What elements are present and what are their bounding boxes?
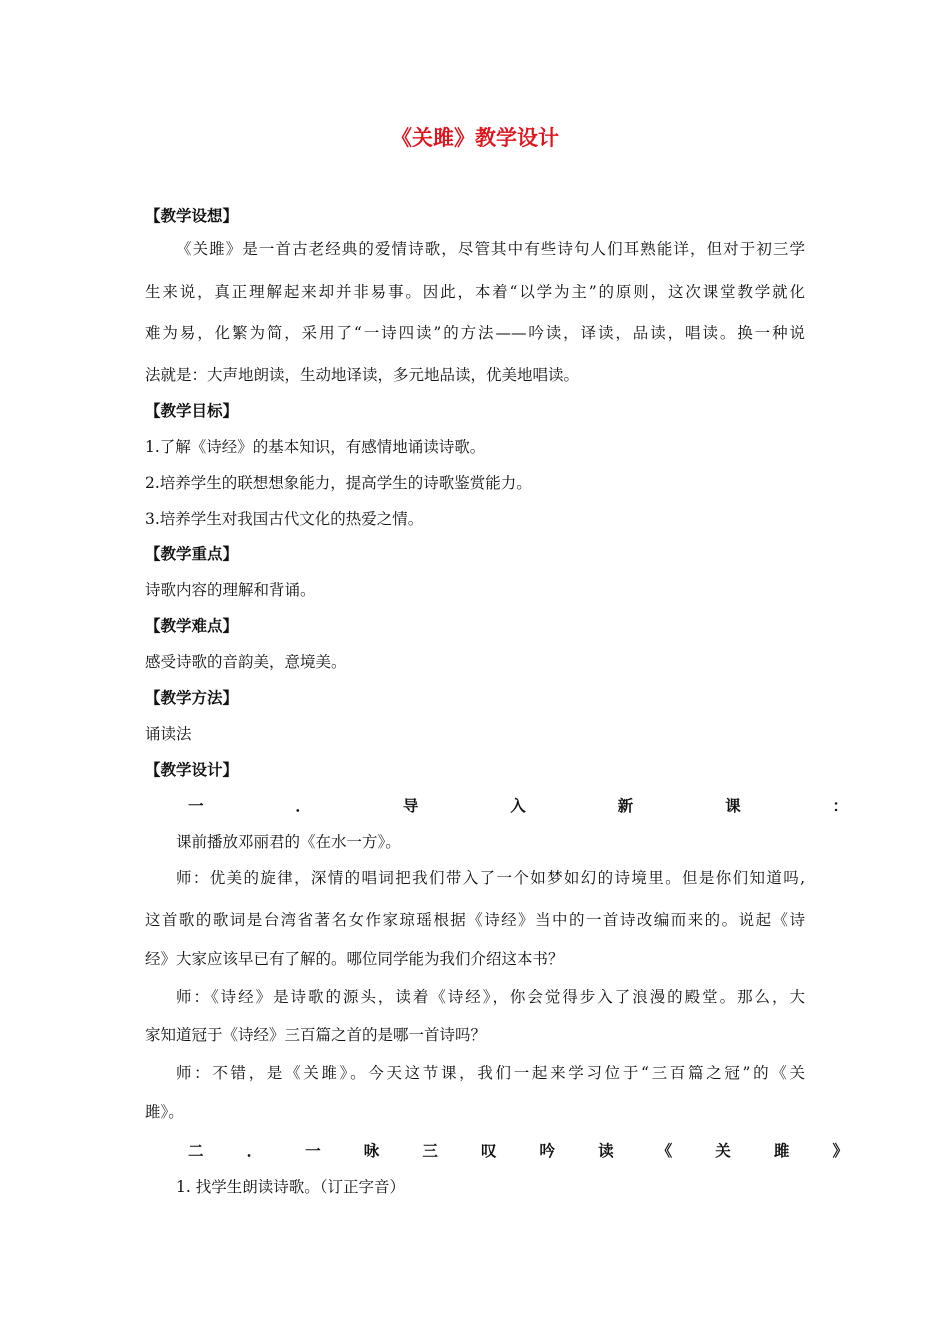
key-points-text: 诗歌内容的理解和背诵。 [145,581,316,599]
document-title: 《关雎》教学设计 [391,125,559,150]
paragraph-line: 难为易，化繁为简，采用了“一诗四读”的方法——吟读，译读，品读，唱读。换一种说 [145,324,805,342]
heading-teaching-goals: 【教学目标】 [145,401,239,420]
paragraph-line: 《关雎》是一首古老经典的爱情诗歌，尽管其中有些诗句人们耳熟能详，但对于初三学 [176,240,805,258]
paragraph-line: 这首歌的歌词是台湾省著名女作家琼瑶根据《诗经》当中的一首诗改编而来的。说起《诗 [145,911,805,929]
step2-heading: 二．一咏三叹吟读《关雎》 [188,1141,848,1160]
difficulties-text: 感受诗歌的音韵美，意境美。 [145,653,347,671]
paragraph-line: 师：不错，是《关雎》。今天这节课，我们一起来学习位于“三百篇之冠”的《关 [176,1064,805,1082]
heading-teaching-idea: 【教学设想】 [145,206,239,225]
methods-text: 诵读法 [145,725,192,743]
heading-key-points: 【教学重点】 [145,544,239,563]
heading-methods: 【教学方法】 [145,688,239,707]
goal-item: 1.了解《诗经》的基本知识，有感情地诵读诗歌。 [145,438,486,456]
paragraph-line: 经》大家应该早已有了解的。哪位同学能为我们介绍这本书？ [145,950,564,968]
paragraph-line: 生来说，真正理解起来却并非易事。因此，本着“以学为主”的原则，这次课堂教学就化 [145,283,805,301]
paragraph-line: 师：《诗经》是诗歌的源头，读着《诗经》，你会觉得步入了浪漫的殿堂。那么，大 [176,988,805,1006]
paragraph-line: 师：优美的旋律，深情的唱词把我们带入了一个如梦如幻的诗境里。但是你们知道吗, [176,869,805,887]
goal-item: 2.培养学生的联想想象能力，提高学生的诗歌鉴赏能力。 [145,474,532,492]
heading-difficulties: 【教学难点】 [145,616,239,635]
heading-design: 【教学设计】 [145,760,239,779]
step1-heading: 一．导入新课： [188,796,848,815]
paragraph-line: 法就是：大声地朗读，生动地译读，多元地品读，优美地唱读。 [145,366,580,384]
paragraph-line: 雎》。 [145,1103,184,1121]
step2-item: 1. 找学生朗读诗歌。（订正字音） [176,1178,405,1196]
goal-item: 3.培养学生对我国古代文化的热爱之情。 [145,510,424,528]
paragraph-line: 家知道冠于《诗经》三百篇之首的是哪一首诗吗？ [145,1026,487,1044]
paragraph-line: 课前播放邓丽君的《在水一方》。 [176,833,401,851]
